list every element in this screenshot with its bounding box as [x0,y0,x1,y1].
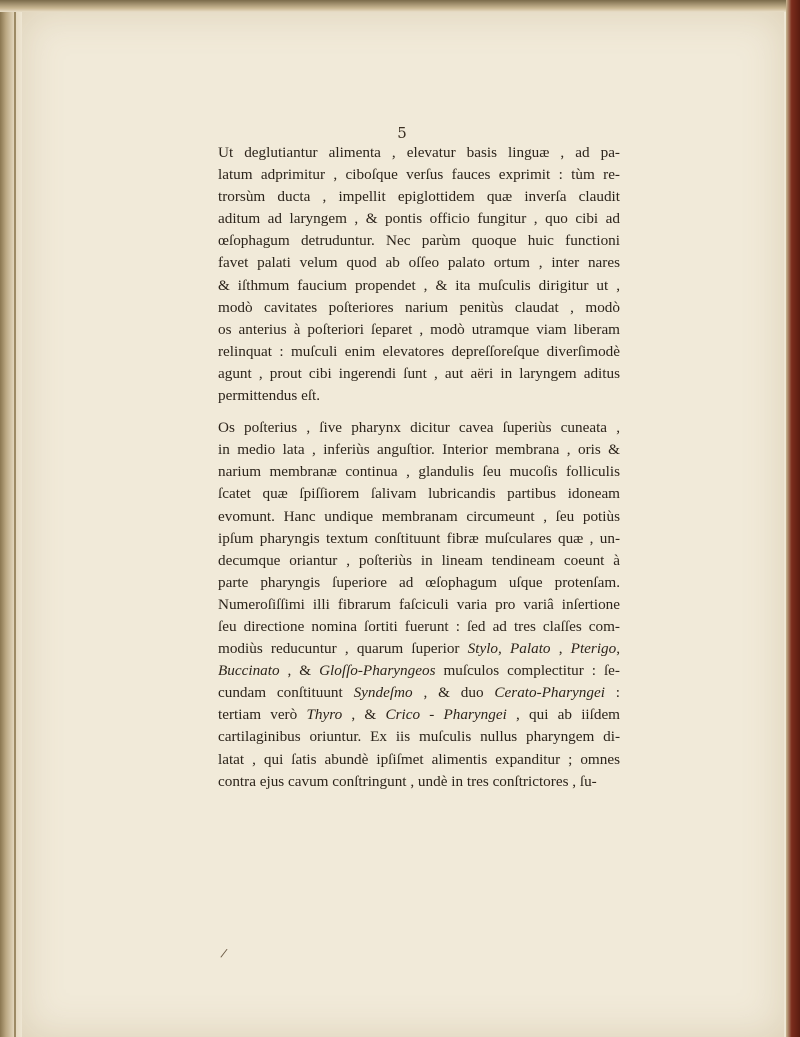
text-line: evomunt. Hanc undique membranam circumeunt , ſeu potiùs [218,507,620,525]
text-line: tertiam verò Thyro , & Crico - Pharyngei , qui ab iiſdem [218,706,621,724]
text-line: modò cavitates poſteriores narium penitùs claudat , modò [218,298,620,316]
stray-ink-mark: / [219,945,229,961]
text-line: Buccinato , & Gloſſo-Pharyngeos muſculos complectitur : ſe- [218,662,620,680]
top-page-edge [0,0,800,12]
text-line: Os poſterius , ſive pharynx dicitur cavea ſuperiùs cuneata , [218,419,620,437]
text-line: ſeu directione nomina ſortiti fuerunt : ſed ad tres claſſes com- [218,617,620,635]
text-line: os anterius à poſteriori ſeparet , modò utramque viam liberam [218,320,620,338]
text-line: & iſthmum faucium propendet , & ita muſculis dirigitur ut , [218,276,620,294]
text-line: in medio lata , inferiùs anguſtior. Interior membrana , oris & [218,441,620,459]
text-line: decumque oriantur , poſteriùs in lineam tendineam coeunt à [218,551,620,569]
text-line: permittendus eſt. [218,387,321,405]
text-line: trorsùm ducta , impellit epiglottidem quæ inverſa claudit [218,188,620,206]
text-line: cundam conſtituunt Syndeſmo , & duo Cerato-Pharyngei : [218,684,620,702]
page-body [200,142,620,793]
text-line: Ut deglutiantur alimenta , elevatur basis linguæ , ad pa- [218,144,620,161]
text-line: narium membranæ continua , glandulis ſeu mucoſis folliculis [218,463,620,481]
paragraph-1 [200,142,620,407]
page-number: 5 [397,124,407,142]
text-line: œſophagum detruduntur. Nec parùm quoque huic functioni [218,232,620,250]
text-line: aditum ad laryngem , & pontis officio fungitur , quo cibi ad [218,210,620,228]
text-line: ſcatet quæ ſpiſſiorem ſalivam lubricandis partibus idoneam [218,485,620,503]
text-line: Numeroſiſſimi illi fibrarum faſciculi varia pro variâ inſertione [218,595,620,613]
spine-edge [14,0,16,1037]
text-line: parte pharyngis ſuperiore ad œſophagum uſque protenſam. [218,573,620,591]
text-line: contra ejus cavum conſtringunt , undè in tres conſtrictores , ſu- [218,772,597,790]
book-cover-edge [786,0,800,1037]
text-line: favet palati velum quod ab oſſeo palato ortum , inter nares [218,254,620,272]
text-line: modiùs reducuntur , quarum ſuperior Stylo, Palato , Pterigo, [218,640,621,658]
text-line: agunt , prout cibi ingerendi ſunt , aut aëri in laryngem aditus [218,364,620,382]
text-line: latum adprimitur , ciboſque verſus fauces exprimit : tùm re- [218,166,620,184]
text-line: relinquat : muſculi enim elevatores depreſſoreſque diverſimodè [218,342,620,360]
text-line: cartilaginibus oriuntur. Ex iis muſculis nullus pharyngem di- [218,728,620,746]
text-line: ipſum pharyngis textum conſtituunt fibræ muſculares quæ , un- [218,529,620,547]
text-line: latat , qui ſatis abundè ipſiſmet alimentis expanditur ; omnes [218,750,620,768]
paragraph-2 [200,417,620,793]
